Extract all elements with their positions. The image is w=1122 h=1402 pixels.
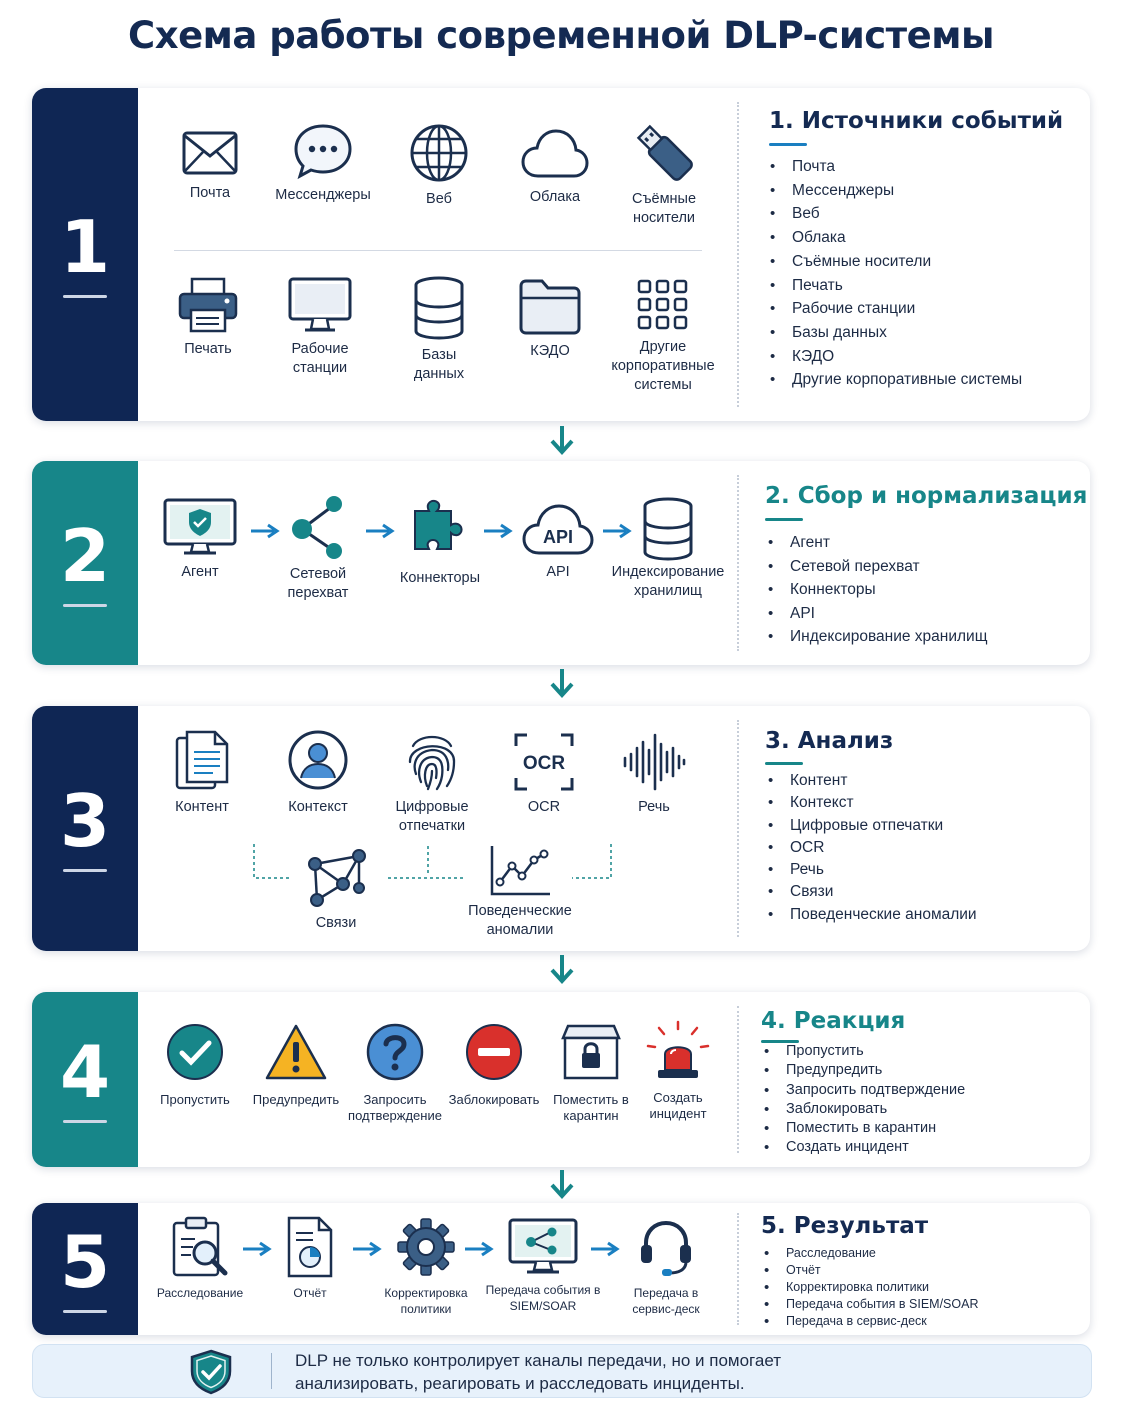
icon-cell-context: [270, 728, 366, 817]
section-3-number: 3: [59, 779, 111, 863]
monitor-shield-icon: [162, 497, 238, 557]
question-circle-icon: [365, 1022, 425, 1082]
icon-label: Сетевой перехват: [287, 566, 349, 601]
section-5-number: 5: [59, 1219, 111, 1304]
number-underline: [63, 604, 107, 607]
list-item: • Агент: [766, 531, 987, 555]
section-1-number: 1: [59, 205, 111, 289]
list-item: • Базы данных: [768, 321, 1022, 345]
globe-icon: [408, 122, 470, 184]
section-3-number-bar: [32, 706, 138, 951]
heading-underline: [765, 518, 803, 521]
icon-cell-web: [387, 122, 491, 209]
section-1-number-bar: [32, 88, 138, 421]
section-5-list: [762, 1245, 978, 1330]
monitor-network-icon: [507, 1217, 579, 1277]
icon-label: КЭДО: [530, 343, 570, 359]
row-divider: [174, 250, 702, 251]
list-item: • Отчёт: [762, 1262, 978, 1279]
icon-cell-service-desk: [614, 1217, 718, 1317]
icon-label: OCR: [527, 799, 561, 815]
list-item: • Другие корпоративные системы: [768, 368, 1022, 392]
list-item: • Цифровые отпечатки: [766, 815, 977, 837]
icon-label: Поведенческие аномалии: [468, 903, 572, 938]
icon-cell-ocr: [498, 732, 590, 817]
icon-cell-print: [156, 276, 260, 359]
list-item: • Печать: [768, 274, 1022, 298]
section-5-number-bar: [32, 1203, 138, 1335]
column-divider: [737, 102, 739, 407]
alarm-siren-icon: [643, 1020, 713, 1082]
cloud-icon: [520, 126, 590, 182]
right-arrow-icon: [483, 523, 513, 539]
folder-icon: [518, 278, 582, 336]
icon-cell-request-confirmation: [342, 1022, 448, 1124]
number-underline: [63, 1120, 107, 1123]
ocr-badge-text: OCR: [522, 753, 566, 774]
icon-cell-block: [446, 1022, 542, 1108]
down-arrow-icon: [549, 1168, 575, 1200]
number-underline: [63, 1310, 107, 1313]
shield-check-icon: [189, 1349, 233, 1395]
icon-cell-fingerprints: [384, 728, 480, 836]
section-4-number-bar: [32, 992, 138, 1167]
list-item: • Съёмные носители: [768, 250, 1022, 274]
column-divider: [737, 1213, 739, 1325]
list-item: • API: [766, 602, 987, 626]
icon-cell-behavior-anomalies: [460, 844, 580, 940]
list-item: • Рабочие станции: [768, 297, 1022, 321]
list-item: • Предупредить: [762, 1061, 965, 1080]
icon-label: Контент: [175, 799, 229, 815]
down-arrow-icon: [549, 953, 575, 985]
icon-label: Печать: [184, 341, 232, 357]
icon-label: API: [546, 564, 570, 580]
icon-label: Связи: [315, 915, 357, 931]
icon-label: Веб: [426, 191, 452, 207]
icon-cell-siem-soar: [484, 1217, 602, 1314]
icon-label: Рабочие станции: [291, 341, 349, 376]
icon-cell-workstations: [268, 276, 372, 378]
puzzle-piece-icon: [409, 497, 471, 563]
quarantine-box-icon: [560, 1022, 622, 1082]
list-item: • Почта: [768, 155, 1022, 179]
column-divider: [737, 720, 739, 937]
list-item: • Связи: [766, 881, 977, 903]
list-item: • OCR: [766, 837, 977, 859]
icon-label: Речь: [638, 799, 670, 815]
list-item: • КЭДО: [768, 345, 1022, 369]
right-arrow-icon: [242, 1241, 272, 1257]
section-4-heading: 4. Реакция: [761, 1008, 906, 1034]
icon-label: Облака: [529, 189, 581, 205]
list-item: • Поведенческие аномалии: [766, 904, 977, 926]
sound-wave-icon: [621, 732, 687, 792]
icon-cell-content: [156, 728, 248, 817]
icon-cell-network-intercept: [270, 493, 366, 603]
section-5-heading: 5. Результат: [761, 1213, 929, 1239]
icon-cell-policy-adjustment: [376, 1217, 476, 1317]
gear-icon: [396, 1217, 456, 1277]
footer-line-1: DLP не только контролирует каналы передачи, но и помогает: [295, 1351, 782, 1370]
icon-cell-storage-indexing: [608, 497, 728, 601]
list-item: • Создать инцидент: [762, 1138, 965, 1157]
section-5-card: [32, 1203, 1090, 1335]
icon-cell-report: [272, 1215, 348, 1301]
headset-icon: [636, 1217, 696, 1279]
icon-label: Создать инцидент: [649, 1090, 707, 1121]
icon-cell-investigation: [154, 1215, 246, 1301]
api-cloud-icon: [521, 501, 595, 557]
icon-cell-databases: [387, 276, 491, 384]
section-2-list: [766, 531, 987, 649]
down-arrow-icon: [549, 424, 575, 456]
user-circle-icon: [286, 728, 350, 792]
section-4-card: [32, 992, 1090, 1167]
icon-cell-speech: [608, 732, 700, 817]
icon-cell-cloud: [502, 126, 608, 207]
icon-label: Пропустить: [160, 1092, 230, 1107]
grid-apps-icon: [636, 278, 690, 332]
icon-label: Индексирование хранилищ: [611, 564, 725, 599]
share-nodes-icon: [286, 493, 350, 563]
report-document-icon: [285, 1215, 335, 1279]
list-item: • Пропустить: [762, 1042, 965, 1061]
list-item: • Контент: [766, 770, 977, 792]
icon-label: Расследование: [156, 1286, 244, 1300]
down-arrow-icon: [549, 667, 575, 699]
footer-text: [295, 1349, 781, 1395]
section-2-number-bar: [32, 461, 138, 665]
icon-cell-kedo: [498, 278, 602, 361]
icon-cell-allow: [150, 1022, 240, 1108]
icon-label: Базы данных: [413, 347, 465, 382]
icon-label: Мессенджеры: [275, 187, 371, 203]
section-4-list: [762, 1042, 965, 1158]
list-item: • Поместить в карантин: [762, 1119, 965, 1138]
mail-icon: [181, 128, 239, 178]
footer-banner: [32, 1344, 1092, 1398]
icon-label: Контекст: [288, 799, 348, 815]
icon-label: Запросить подтверждение: [348, 1092, 442, 1123]
icon-cell-links: [288, 846, 384, 933]
icon-cell-warn: [246, 1022, 346, 1108]
icon-label: Отчёт: [293, 1286, 327, 1300]
list-item: • Мессенджеры: [768, 179, 1022, 203]
section-2-heading: 2. Сбор и нормализация: [765, 483, 1088, 509]
list-item: • Коннекторы: [766, 578, 987, 602]
line-chart-icon: [488, 844, 552, 898]
section-2-card: [32, 461, 1090, 665]
icon-cell-mail: [158, 128, 262, 203]
icon-label: Агент: [181, 564, 219, 580]
icon-label: Передача в сервис-деск: [632, 1286, 700, 1316]
list-item: • Передача события в SIEM/SOAR: [762, 1296, 978, 1313]
network-graph-icon: [303, 846, 369, 910]
footer-line-2: анализировать, реагировать и расследовать инциденты.: [295, 1374, 745, 1393]
section-2-number: 2: [59, 513, 111, 598]
list-item: • Передача в сервис-деск: [762, 1313, 978, 1330]
page-title: Схема работы современной DLP-системы: [128, 14, 994, 57]
list-item: • Веб: [768, 202, 1022, 226]
usb-drive-icon: [632, 120, 696, 184]
document-icon: [173, 728, 231, 792]
list-item: • Облака: [768, 226, 1022, 250]
list-item: • Речь: [766, 859, 977, 881]
heading-underline: [769, 143, 807, 146]
clipboard-search-icon: [169, 1215, 231, 1279]
ocr-scan-icon: [513, 732, 575, 792]
heading-underline: [765, 762, 803, 765]
icon-label: Заблокировать: [448, 1092, 540, 1107]
icon-cell-other-systems: [604, 278, 722, 395]
list-item: • Корректировка политики: [762, 1279, 978, 1296]
icon-cell-usb: [612, 120, 716, 228]
icon-label: Поместить в карантин: [553, 1092, 629, 1123]
database-icon: [641, 497, 695, 561]
list-item: • Контекст: [766, 792, 977, 814]
footer-separator: [271, 1353, 272, 1389]
icon-cell-messengers: [268, 122, 378, 205]
api-badge-text: API: [542, 527, 574, 547]
number-underline: [63, 869, 107, 872]
section-4-number: 4: [59, 1030, 111, 1114]
icon-label: Предупредить: [252, 1092, 340, 1107]
section-1-card: [32, 88, 1090, 421]
section-3-heading: 3. Анализ: [765, 728, 894, 754]
icon-cell-quarantine: [548, 1022, 634, 1124]
column-divider: [737, 1006, 739, 1153]
section-1-list: [768, 155, 1022, 392]
check-circle-icon: [165, 1022, 225, 1082]
fingerprint-icon: [403, 728, 461, 792]
section-1-heading: 1. Источники событий: [769, 108, 1064, 134]
icon-cell-agent: [154, 497, 246, 582]
list-item: • Расследование: [762, 1245, 978, 1262]
icon-label: Съёмные носители: [631, 191, 697, 226]
icon-cell-create-incident: [640, 1020, 716, 1122]
number-underline: [63, 295, 107, 298]
list-item: • Сетевой перехват: [766, 555, 987, 579]
icon-label: Передача события в SIEM/SOAR: [485, 1283, 601, 1313]
column-divider: [737, 475, 739, 651]
chat-bubble-icon: [292, 122, 354, 180]
icon-cell-connectors: [390, 497, 490, 588]
list-item: • Заблокировать: [762, 1100, 965, 1119]
icon-label: Коннекторы: [399, 570, 481, 586]
icon-label: Другие корпоративные системы: [611, 339, 715, 393]
list-item: • Запросить подтверждение: [762, 1081, 965, 1100]
warning-triangle-icon: [264, 1022, 328, 1082]
printer-icon: [177, 276, 239, 334]
block-circle-icon: [464, 1022, 524, 1082]
icon-label: Цифровые отпечатки: [395, 799, 469, 834]
section-3-list: [766, 770, 977, 926]
icon-label: Корректировка политики: [384, 1286, 468, 1316]
database-icon: [412, 276, 466, 340]
section-3-card: [32, 706, 1090, 951]
list-item: • Индексирование хранилищ: [766, 625, 987, 649]
icon-label: Почта: [189, 185, 231, 201]
icon-cell-api: [512, 501, 604, 582]
monitor-icon: [287, 276, 353, 334]
